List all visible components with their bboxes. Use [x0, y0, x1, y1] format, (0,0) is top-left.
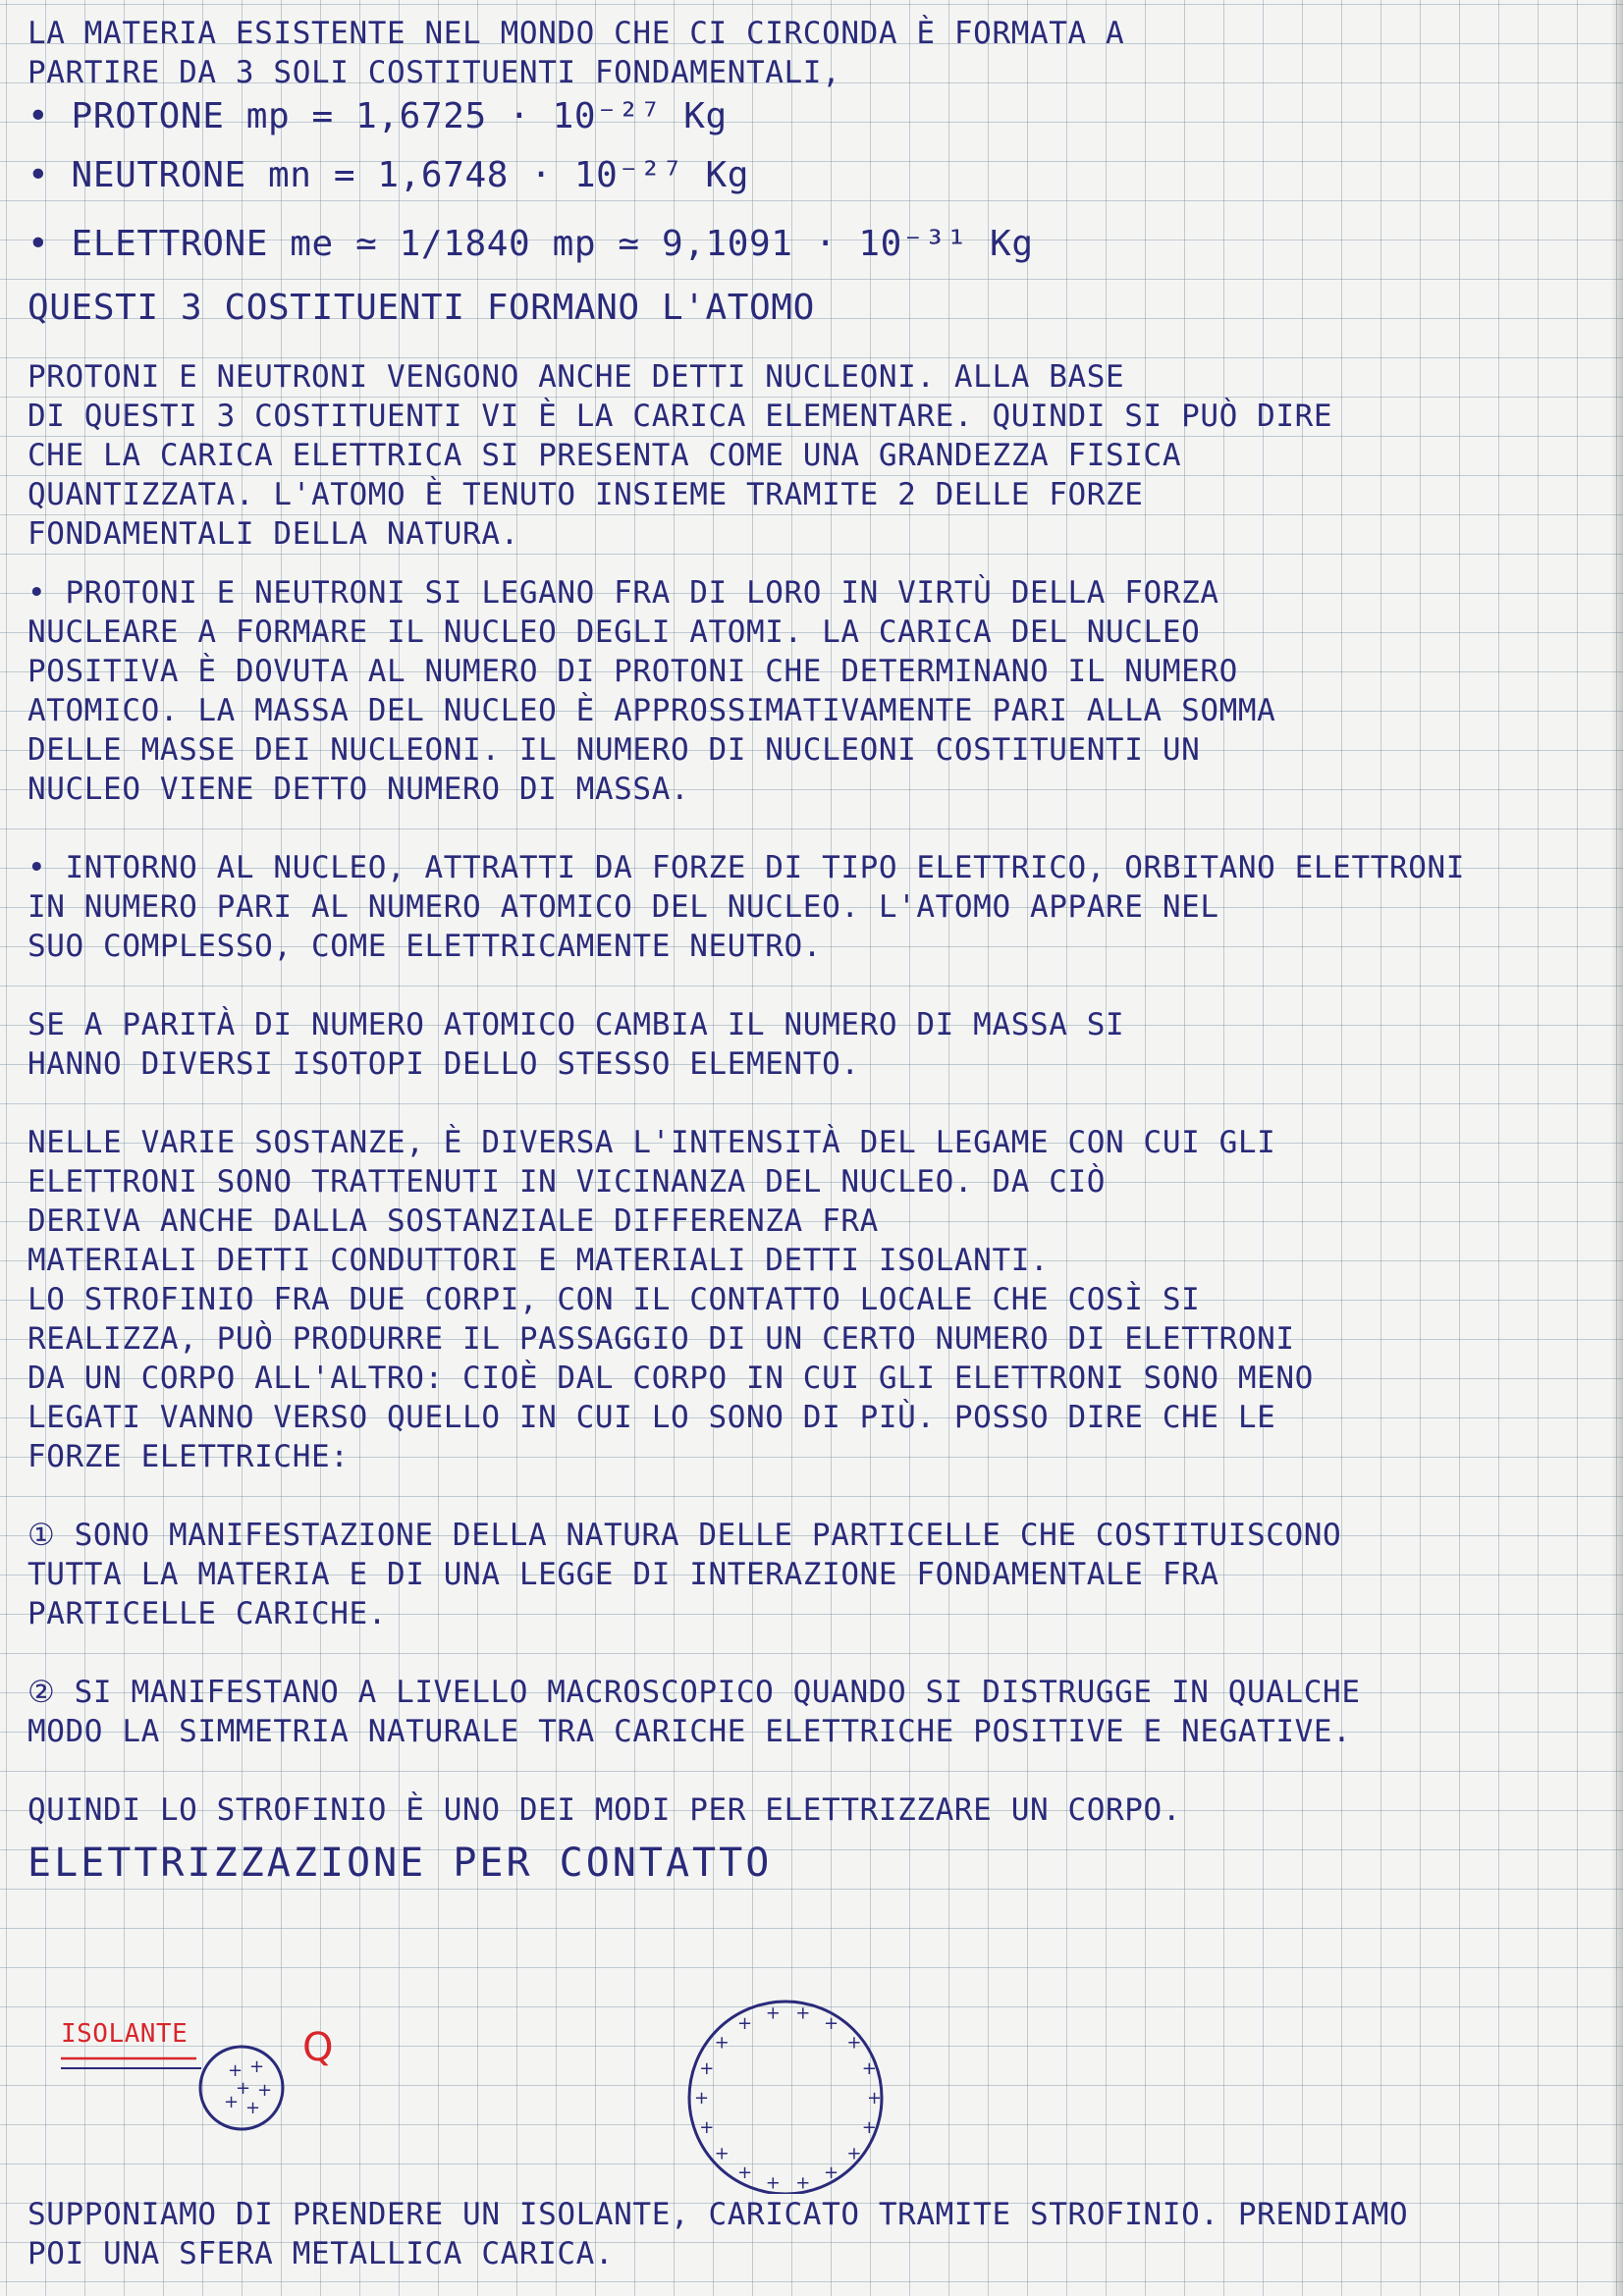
particle-electron: • ELETTRONE me ≃ 1/1840 mp ≃ 9,1091 · 10⁻³¹ Kg: [27, 224, 1034, 264]
paragraph-line: • INTORNO AL NUCLEO, ATTRATTI DA FORZE DI TIPO ELETTRICO, ORBITANO ELETTRONI: [27, 850, 1466, 885]
plus-charge: +: [245, 2098, 261, 2118]
numbered-point-2: ② SI MANIFESTANO A LIVELLO MACROSCOPICO QUANDO SI DISTRUGGE IN QUALCHE: [27, 1675, 1361, 1710]
paragraph-line: SUO COMPLESSO, COME ELETTRICAMENTE NEUTRO.: [27, 929, 823, 964]
plus-charge: +: [795, 2002, 811, 2024]
paragraph-line: DELLE MASSE DEI NUCLEONI. IL NUMERO DI NUCLEONI COSTITUENTI UN: [27, 732, 1201, 768]
plus-charge: +: [824, 2163, 839, 2184]
plus-charge: +: [846, 2143, 862, 2164]
handwritten-notes: [27, 14, 1594, 1887]
paragraph-line: • PROTONI E NEUTRONI SI LEGANO FRA DI LORO IN VIRTÙ DELLA FORZA: [27, 575, 1219, 611]
plus-charge: +: [861, 2117, 877, 2139]
plus-charge: +: [765, 2172, 781, 2194]
plus-charge: +: [737, 2012, 753, 2034]
plus-charge: +: [867, 2088, 883, 2109]
plus-charge: +: [795, 2172, 811, 2194]
paragraph-line: POSITIVA È DOVUTA AL NUMERO DI PROTONI CHE DETERMINANO IL NUMERO: [27, 654, 1238, 689]
paragraph-line: MATERIALI DETTI CONDUTTORI E MATERIALI DETTI ISOLANTI.: [27, 1243, 1050, 1278]
plus-charge: +: [737, 2163, 753, 2184]
intro-line: PARTIRE DA 3 SOLI COSTITUENTI FONDAMENTALI,: [27, 55, 841, 90]
paragraph-line: PARTICELLE CARICHE.: [27, 1596, 388, 1631]
plus-charge: +: [824, 2012, 839, 2034]
paragraph-line: ELETTRONI SONO TRATTENUTI IN VICINANZA DEL NUCLEO. DA CIÒ: [27, 1164, 1107, 1200]
paragraph-line: DI QUESTI 3 COSTITUENTI VI È LA CARICA ELEMENTARE. QUINDI SI PUÒ DIRE: [27, 399, 1333, 434]
plus-charge: +: [699, 2117, 715, 2139]
paragraph-line: QUANTIZZATA. L'ATOMO È TENUTO INSIEME TRAMITE 2 DELLE FORZE: [27, 477, 1144, 512]
plus-charge: +: [694, 2088, 710, 2109]
plus-charge: +: [699, 2057, 715, 2079]
metal-sphere: [689, 2002, 882, 2194]
plus-charge: +: [765, 2002, 781, 2024]
paragraph-line: IN NUMERO PARI AL NUMERO ATOMICO DEL NUCLEO. L'ATOMO APPARE NEL: [27, 889, 1219, 925]
paragraph-line: LEGATI VANNO VERSO QUELLO IN CUI LO SONO DI PIÙ. POSSO DIRE CHE LE: [27, 1400, 1276, 1435]
intro-line: LA MATERIA ESISTENTE NEL MONDO CHE CI CIRCONDA È FORMATA A: [27, 16, 1125, 51]
paragraph-line: DA UN CORPO ALL'ALTRO: CIOÈ DAL CORPO IN CUI GLI ELETTRONI SONO MENO: [27, 1361, 1314, 1396]
plus-charge: +: [236, 2078, 251, 2099]
paragraph-line: MODO LA SIMMETRIA NATURALE TRA CARICHE ELETTRICHE POSITIVE E NEGATIVE.: [27, 1714, 1352, 1749]
paragraph-line: LO STROFINIO FRA DUE CORPI, CON IL CONTATTO LOCALE CHE COSÌ SI: [27, 1282, 1201, 1317]
contact-electrification-figure: [39, 1998, 923, 2194]
numbered-point-1: ① SONO MANIFESTAZIONE DELLA NATURA DELLE PARTICELLE CHE COSTITUISCONO: [27, 1518, 1342, 1553]
paragraph-line: FORZE ELETTRICHE:: [27, 1439, 350, 1474]
paragraph-line: PROTONI E NEUTRONI VENGONO ANCHE DETTI NUCLEONI. ALLA BASE: [27, 359, 1125, 395]
paragraph-line: REALIZZA, PUÒ PRODURRE IL PASSAGGIO DI UN CERTO NUMERO DI ELETTRONI: [27, 1321, 1295, 1357]
charge-label: Q: [302, 2025, 334, 2070]
section-heading: ELETTRIZZAZIONE PER CONTATTO: [27, 1841, 773, 1886]
plus-charge: +: [714, 2143, 730, 2164]
particle-neutron: • NEUTRONE mn = 1,6748 · 10⁻²⁷ Kg: [27, 155, 750, 195]
paragraph-line: FONDAMENTALI DELLA NATURA.: [27, 516, 519, 552]
insulator-label: ISOLANTE: [61, 2019, 189, 2049]
plus-charge: +: [714, 2032, 730, 2054]
paragraph-line: HANNO DIVERSI ISOTOPI DELLO STESSO ELEMENTO.: [27, 1046, 860, 1082]
conclusion-line: QUINDI LO STROFINIO È UNO DEI MODI PER ELETTRIZZARE UN CORPO.: [27, 1792, 1182, 1828]
paragraph-line: POI UNA SFERA METALLICA CARICA.: [27, 2236, 615, 2271]
paragraph-line: SE A PARITÀ DI NUMERO ATOMICO CAMBIA IL NUMERO DI MASSA SI: [27, 1007, 1125, 1042]
paragraph-line: ATOMICO. LA MASSA DEL NUCLEO È APPROSSIMATIVAMENTE PARI ALLA SOMMA: [27, 693, 1276, 728]
paragraph-line: NUCLEARE A FORMARE IL NUCLEO DEGLI ATOMI. LA CARICA DEL NUCLEO: [27, 614, 1201, 650]
summary-line: QUESTI 3 COSTITUENTI FORMANO L'ATOMO: [27, 288, 815, 328]
particle-proton: • PROTONE mp = 1,6725 · 10⁻²⁷ Kg: [27, 96, 728, 136]
plus-charge: +: [249, 2056, 265, 2077]
page-edge-shadow: [1611, 0, 1623, 2296]
paragraph-line: DERIVA ANCHE DALLA SOSTANZIALE DIFFERENZA FRA: [27, 1203, 879, 1239]
paragraph-line: CHE LA CARICA ELETTRICA SI PRESENTA COME UNA GRANDEZZA FISICA: [27, 438, 1182, 473]
plus-charge: +: [228, 2060, 243, 2081]
plus-charge: +: [846, 2032, 862, 2054]
paragraph-line: TUTTA LA MATERIA E DI UNA LEGGE DI INTERAZIONE FONDAMENTALE FRA: [27, 1557, 1219, 1592]
paragraph-line: NUCLEO VIENE DETTO NUMERO DI MASSA.: [27, 772, 690, 807]
footer-notes: [27, 2195, 1594, 2273]
plus-charge: +: [224, 2092, 240, 2112]
paragraph-line: SUPPONIAMO DI PRENDERE UN ISOLANTE, CARICATO TRAMITE STROFINIO. PRENDIAMO: [27, 2197, 1409, 2232]
paragraph-line: NELLE VARIE SOSTANZE, È DIVERSA L'INTENSITÀ DEL LEGAME CON CUI GLI: [27, 1125, 1276, 1160]
plus-charge: +: [257, 2080, 273, 2101]
plus-charge: +: [861, 2057, 877, 2079]
